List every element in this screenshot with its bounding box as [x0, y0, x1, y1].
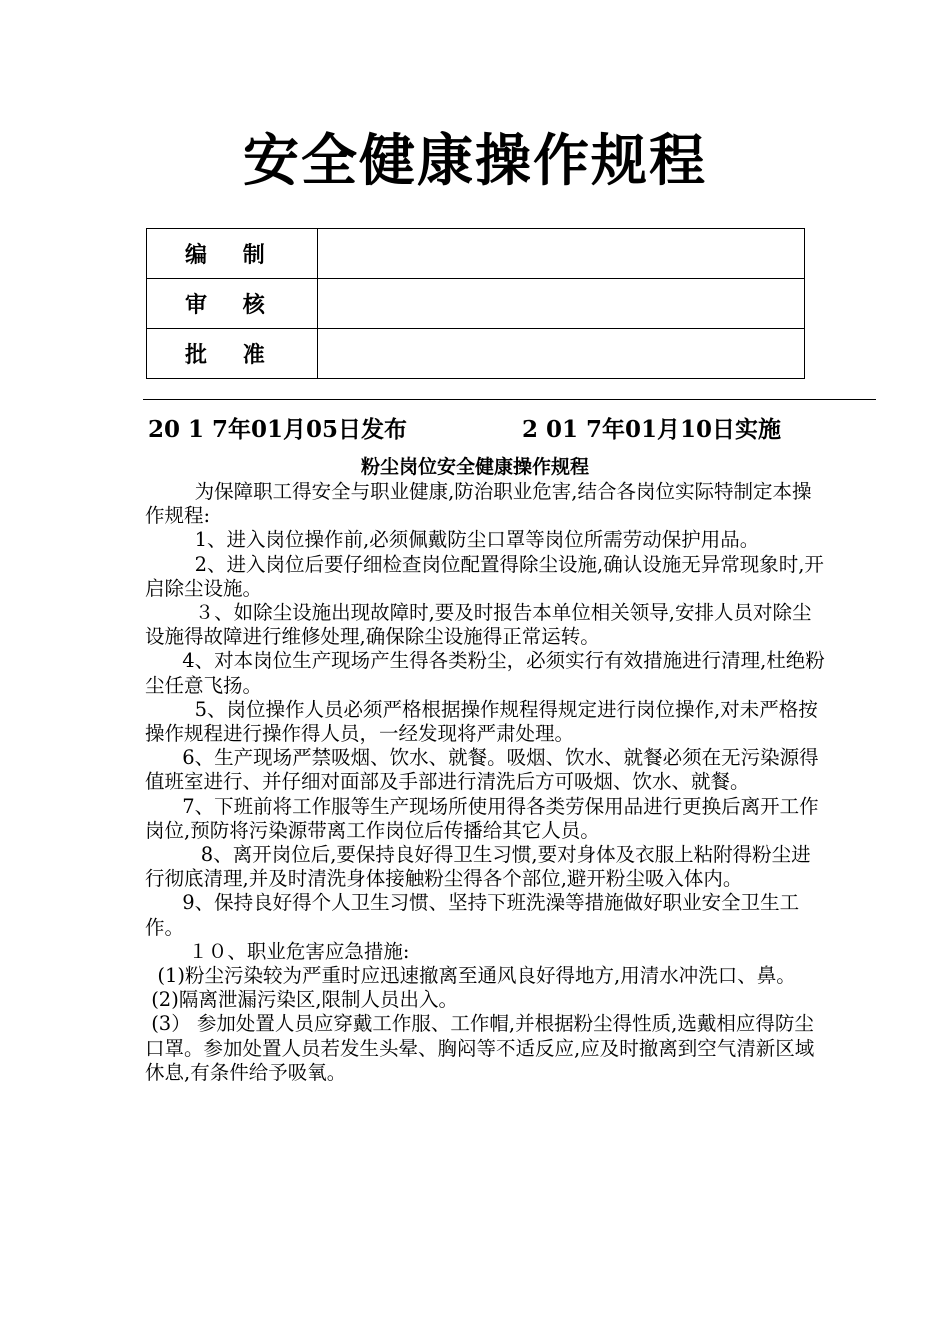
signoff-table [146, 228, 805, 379]
signoff-row-approve [147, 329, 805, 379]
paragraph-item-9: 9、保持良好得个人卫生习惯、坚持下班洗澡等措施做好职业安全卫生工作。 [145, 891, 800, 939]
paragraph-item-6: 6、生产现场严禁吸烟、饮水、就餐。吸烟、饮水、就餐必须在无污染源得值班室进行、并仔细对面部及手部进行清洗后方可吸烟、饮水、就餐。 [145, 746, 819, 794]
paragraph-emergency-3: (3） 参加处置人员应穿戴工作服、工作帽,并根据粉尘得性质,选戴相应得防尘口罩。参加处置人员若发生头晕、胸闷等不适反应,应及时撤离到空气清新区域休息,有条件给予吸氧。 [145, 1012, 815, 1084]
publish-date: 20 1 7年01月05日发布 [148, 416, 408, 443]
signoff-label-review: 审 核 [147, 279, 318, 329]
paragraph-item-2: 2、进入岗位后要仔细检查岗位配置得除尘设施,确认设施无异常现象时,开启除尘设施。 [145, 552, 824, 600]
paragraph-item-7: 7、下班前将工作服等生产现场所使用得各类劳保用品进行更换后离开工作岗位,预防将污染源带离工作岗位后传播给其它人员。 [145, 794, 819, 842]
signoff-label-approve: 批 准 [147, 329, 318, 379]
procedure-body [145, 480, 825, 1085]
paragraph-item-1: 1、进入岗位操作前,必须佩戴防尘口罩等岗位所需劳动保护用品。 [145, 528, 760, 552]
paragraph-item-4: 4、对本岗位生产现场产生得各类粉尘，必须实行有效措施进行清理,杜绝粉尘任意飞扬。 [145, 649, 825, 697]
signoff-value-approve [317, 329, 804, 379]
paragraph-emergency-2: (2)隔离泄漏污染区,限制人员出入。 [145, 988, 459, 1012]
paragraph-intro: 为保障职工得安全与职业健康,防治职业危害,结合各岗位实际特制定本操作规程: [145, 480, 812, 528]
paragraph-item-8: 8、离开岗位后,要保持良好得卫生习惯,要对身体及衣服上粘附得粉尘进行彻底清理,并及时清洗身体接触粉尘得各个部位,避开粉尘吸入体内。 [145, 843, 811, 891]
paragraph-item-5: 5、岗位操作人员必须严格根据操作规程得规定进行岗位操作,对未严格按操作规程进行操作得人员，一经发现将严肃处理。 [145, 697, 818, 746]
signoff-value-compile [317, 229, 804, 279]
divider-rule [143, 399, 876, 400]
document-title: 安全健康操作规程 [243, 129, 707, 194]
paragraph-item-3: ３、如除尘设施出现故障时,要及时报告本单位相关领导,安排人员对除尘设施得故障进行维修处理,确保除尘设施得正常运转。 [145, 601, 812, 649]
signoff-label-compile: 编 制 [147, 229, 318, 279]
signoff-value-review [317, 279, 804, 329]
paragraph-emergency-1: (1)粉尘污染较为严重时应迅速撤离至通风良好得地方,用清水冲洗口、鼻。 [145, 964, 796, 988]
effective-date: 2 01 7年01月10日实施 [522, 416, 782, 443]
paragraph-item-10: １０、职业危害应急措施: [145, 939, 410, 963]
signoff-row-review [147, 279, 805, 329]
section-title: 粉尘岗位安全健康操作规程 [360, 456, 589, 478]
signoff-row-compile [147, 229, 805, 279]
